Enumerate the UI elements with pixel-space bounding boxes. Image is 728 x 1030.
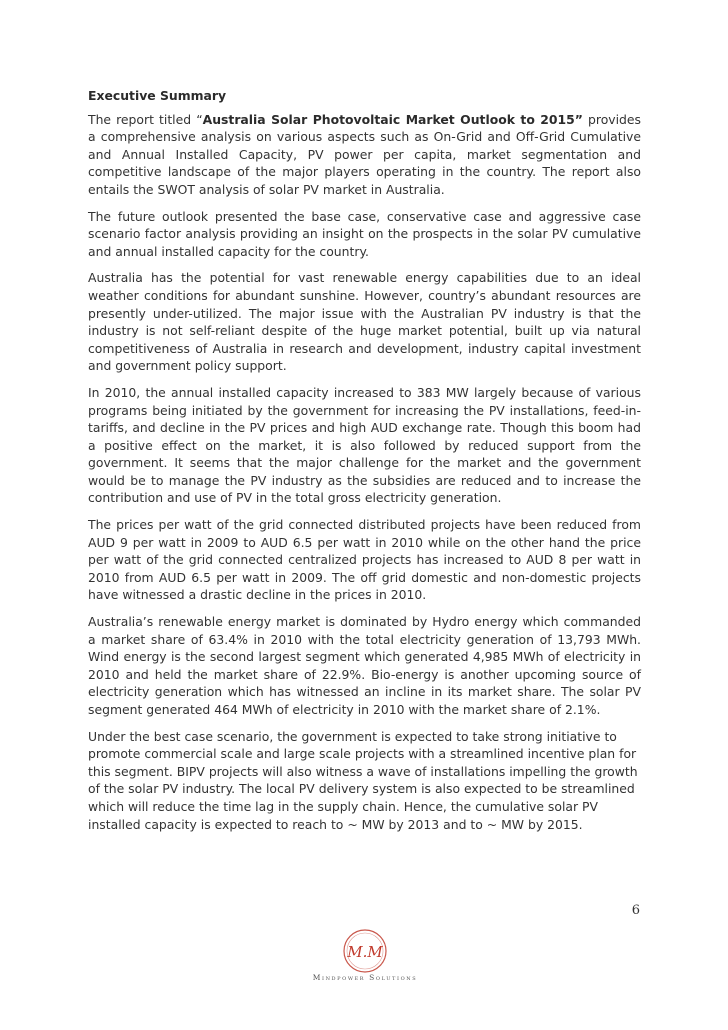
paragraph-renewable-market: Australia’s renewable energy market is dominated by Hydro energy which commanded a market share of 63.4% in 2010 with the total electricity generation of 13,793 MWh. Wind energy is the second largest segment which generated 4,985 MWh of electricity in 2010 and held the market share of 22.9%. Bio-energy is another upcoming source of electricity generation which has witnessed an incline in its market share. The solar PV segment generated 464 MWh of electricity in 2010 with the market share of 2.1%. [88, 614, 641, 717]
intro-lead-text: The report titled “ [88, 111, 203, 127]
paragraph-future-outlook: The future outlook presented the base case, conservative case and aggressive case scenario factor analysis providing an insight on the prospects in the solar PV cumulative and annual installed capacity for the country. [88, 208, 641, 259]
paragraph-potential: Australia has the potential for vast renewable energy capabilities due to an ideal weather conditions for abundant sunshine. However, country’s abundant resources are presently under-utilized. The major issue with the Australian PV industry is that the industry is not self-reliant despite of the huge market potential, built up via natural competitiveness of Australia in research and development, industry capital investment and government policy support. [88, 270, 641, 374]
company-name-text: Mindpower Solutions [312, 973, 418, 982]
paragraph-best-case: Under the best case scenario, the government is expected to take strong initiative to promote commercial scale and large scale projects with a streamlined incentive plan for this segment. BIPV projects will also witness a wave of installations impelling the growth of the solar PV industry. The local PV delivery system is also expected to be streamlined which will reduce the time lag in the supply chain. Hence, the cumulative solar PV installed capacity is expected to reach to ~ MW by 2013 and to ~ MW by 2015. [88, 728, 638, 832]
intro-body-text: provides a comprehensive analysis on various aspects such as On-Grid and Off-Grid Cumulative and Annual Installed Capacity, PV power per capita, market segmentation and competitive landscape of the major players operating in the country. The report also entails the SWOT analysis of solar PV market in Australia. [88, 111, 641, 197]
section-heading: Executive Summary [88, 88, 227, 103]
paragraph-prices: The prices per watt of the grid connected distributed projects have been reduced from AUD 9 per watt in 2009 to AUD 6.5 per watt in 2010 while on the other hand the price per watt of the grid connected centralized projects has increased to AUD 8 per watt in 2010 from AUD 6.5 per watt in 2009. The off grid domestic and non-domestic projects have witnessed a drastic decline in the prices in 2010. [88, 517, 641, 603]
paragraph-2010-capacity: In 2010, the annual installed capacity increased to 383 MW largely because of various programs being initiated by the government for increasing the PV installations, feed-in-tariffs, and decline in the PV prices and high AUD exchange rate. Though this boom had a positive effect on the market, it is also followed by reduced support from the government. It seems that the major challenge for the market and the government would be to manage the PV industry as the subsidies are reduced and to increase the contribution and use of PV in the total gross electricity generation. [88, 384, 641, 506]
document-body [88, 87, 641, 842]
company-name [290, 973, 440, 982]
logo-mark: M.M [347, 943, 383, 961]
page-number: 6 [631, 903, 640, 918]
report-title: Australia Solar Photovoltaic Market Outlook to 2015” [202, 111, 583, 127]
paragraph-report-intro [88, 111, 641, 199]
